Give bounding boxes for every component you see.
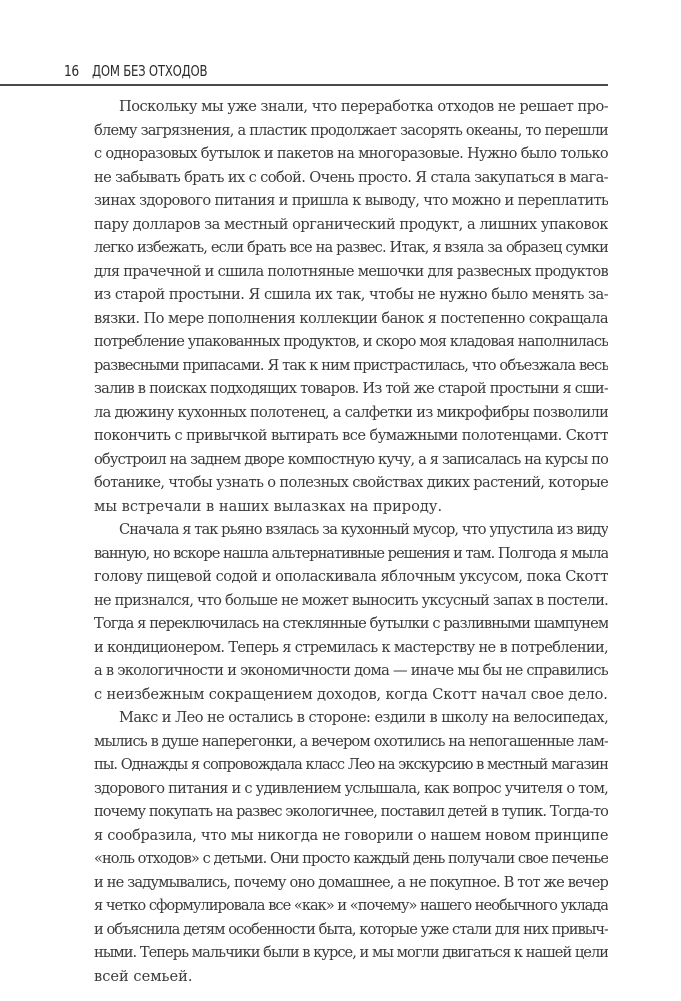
text-line: зинах здорового питания и пришла к выводу, что можно и переплатить [94, 192, 608, 209]
text-line: и объяснила детям особенности быта, которые уже стали для них привыч- [94, 920, 608, 938]
text-line: мы встречали в наших вылазках на природу. [94, 497, 443, 515]
text-line: обустроил на заднем дворе компостную кучу, а я записалась на курсы по [94, 450, 608, 468]
text-line: пы. Однажды я сопровождала класс Лео на экскурсию в местный магазин [94, 756, 608, 773]
text-line: покончить с привычкой вытирать все бумажными полотенцами. Скотт [94, 427, 608, 444]
paragraph [94, 706, 608, 988]
text-line: Поскольку мы уже знали, что переработка отходов не решает про- [119, 98, 608, 115]
text-line: блему загрязнения, а пластик продолжает засорять океаны, то перешли [94, 121, 608, 139]
text-line: потребление упакованных продуктов, и скоро моя кладовая наполнилась [94, 333, 608, 350]
text-line: ботанике, чтобы узнать о полезных свойствах диких растений, которые [94, 474, 608, 491]
text-line: и кондиционером. Теперь я стремилась к мастерству не в потреблении, [94, 638, 608, 656]
text-line: для прачечной и сшила полотняные мешочки для развесных продуктов [94, 262, 608, 280]
running-title: ДОМ БЕЗ ОТХОДОВ [92, 62, 208, 80]
text-line: и не задумывались, почему оно домашнее, а не покупное. В тот же вечер [94, 873, 608, 891]
text-line: а в экологичности и экономичности дома — иначе мы бы не справились [94, 662, 608, 679]
text-line: не забывать брать их с собой. Очень просто. Я стала закупаться в мага- [94, 168, 608, 186]
text-line: ными. Теперь мальчики были в курсе, и мы могли двигаться к нашей цели [94, 944, 608, 961]
text-line: из старой простыни. Я сшила их так, чтобы не нужно было менять за- [94, 286, 608, 303]
text-line: легко избежать, если брать все на развес. Итак, я взяла за образец сумки [94, 239, 608, 256]
body-text [94, 95, 608, 988]
text-line: мылись в душе наперегонки, а вечером охотились на непогашенные лам- [94, 732, 608, 750]
text-line: голову пищевой содой и ополаскивала яблочным уксусом, пока Скотт [94, 568, 608, 585]
text-line: «ноль отходов» с детьми. Они просто каждый день получали свое печенье [94, 850, 608, 867]
text-line: развесными припасами. Я так к ним пристрастилась, что объезжала весь [94, 356, 608, 374]
running-header [0, 62, 608, 86]
text-line: всей семьей. [94, 967, 193, 985]
paragraph [94, 95, 608, 518]
text-line: ла дюжину кухонных полотенец, а салфетки из микрофибры позволили [94, 403, 608, 421]
text-line: Тогда я переключилась на стеклянные бутылки с разливными шампунем [94, 615, 608, 632]
text-line: Макс и Лео не остались в стороне: ездили в школу на велосипедах, [119, 709, 608, 726]
text-line: я четко сформулировала все «как» и «почему» нашего необычного уклада [94, 897, 608, 914]
text-line: не признался, что больше не может выносить уксусный запах в постели. [94, 591, 608, 609]
text-line: вязки. По мере пополнения коллекции банок я постепенно сокращала [94, 309, 608, 327]
page-number: 16 [64, 62, 79, 80]
text-line: с одноразовых бутылок и пакетов на многоразовые. Нужно было только [94, 145, 608, 162]
text-line: Сначала я так рьяно взялась за кухонный мусор, что упустила из виду [119, 521, 608, 538]
text-line: почему покупать на развес экологичнее, поставил детей в тупик. Тогда-то [94, 803, 608, 820]
paragraph [94, 518, 608, 706]
text-line: здорового питания и с удивлением услышала, как вопрос учителя о том, [94, 779, 608, 797]
text-line: с неизбежным сокращением доходов, когда Скотт начал свое дело. [94, 685, 608, 703]
text-line: пару долларов за местный органический продукт, а лишних упаковок [94, 215, 608, 233]
text-line: я сообразила, что мы никогда не говорили о нашем новом принципе [94, 826, 608, 844]
text-line: залив в поисках подходящих товаров. Из той же старой простыни я сши- [94, 380, 608, 397]
text-line: ванную, но вскоре нашла альтернативные решения и там. Полгода я мыла [94, 544, 608, 562]
